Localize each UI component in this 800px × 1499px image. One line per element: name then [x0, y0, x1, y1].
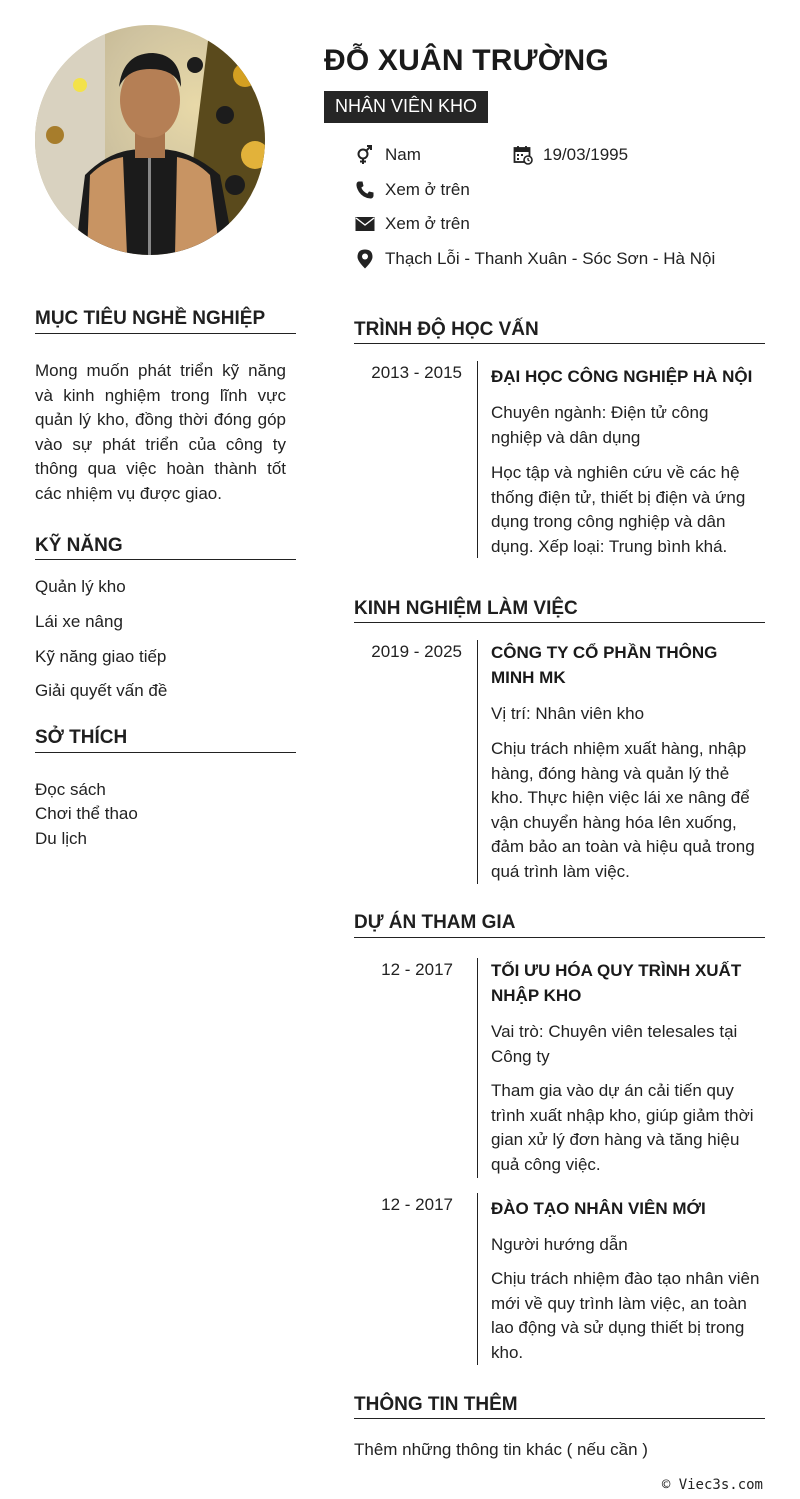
calendar-icon — [512, 144, 534, 166]
project-date: 12 - 2017 — [381, 960, 453, 979]
experience-timeline-bar — [477, 640, 478, 884]
contact-email — [354, 213, 470, 235]
education-major: Chuyên ngành: Điện tử công nghiệp và dân dụng — [491, 403, 709, 447]
candidate-name: ĐỖ XUÂN TRƯỜNG — [324, 44, 609, 77]
position-badge: NHÂN VIÊN KHO — [324, 91, 488, 123]
gender-value: Nam — [385, 145, 421, 164]
extra-divider — [354, 1418, 765, 1419]
extra-text: Thêm những thông tin khác ( nếu cần ) — [354, 1440, 648, 1459]
skill-item: Quản lý kho — [35, 577, 126, 596]
experience-date: 2019 - 2025 — [371, 642, 462, 661]
project-timeline-bar — [477, 1193, 478, 1365]
skill-item: Lái xe nâng — [35, 612, 123, 631]
education-date: 2013 - 2015 — [371, 363, 462, 382]
projects-divider — [354, 937, 765, 938]
education-divider — [354, 343, 765, 344]
project-role: Người hướng dẫn — [491, 1235, 628, 1254]
hobby-item: Chơi thể thao — [35, 804, 138, 823]
hobbies-divider — [35, 752, 296, 753]
experience-heading: KINH NGHIỆM LÀM VIỆC — [354, 598, 578, 619]
email-value: Xem ở trên — [385, 214, 470, 233]
skill-item: Giải quyết vấn đề — [35, 681, 168, 700]
objective-text: Mong muốn phát triển kỹ năng và kinh nghiệm trong lĩnh vực quản lý kho, đồng thời đóng góp vào sự phát triển của công ty thông qua việc hoàn thành tốt các nhiệm vụ được giao. — [35, 361, 286, 503]
skill-item: Kỹ năng giao tiếp — [35, 647, 167, 666]
hobbies-heading: SỞ THÍCH — [35, 727, 128, 748]
project-description: Tham gia vào dự án cải tiến quy trình xuất nhập kho, giúp giảm thời gian xử lý đơn hàng và tăng hiệu quả công việc. — [491, 1081, 754, 1174]
extra-heading: THÔNG TIN THÊM — [354, 1394, 518, 1415]
contact-birthday — [512, 144, 628, 166]
experience-divider — [354, 622, 765, 623]
experience-description: Chịu trách nhiệm xuất hàng, nhập hàng, đóng hàng và quản lý thẻ kho. Thực hiện việc lái xe nâng để vận chuyển hàng hóa lên xuống, đảm bảo an toàn và hiệu quả trong quá trình làm việc. — [491, 739, 755, 881]
address-value: Thạch Lỗi - Thanh Xuân - Sóc Sơn - Hà Nội — [385, 249, 716, 268]
objective-heading: MỤC TIÊU NGHỀ NGHIỆP — [35, 308, 266, 329]
project-date: 12 - 2017 — [381, 1195, 453, 1214]
project-role: Vai trò: Chuyên viên telesales tại Công ty — [491, 1022, 738, 1066]
profile-photo — [35, 25, 265, 255]
hobby-item: Du lịch — [35, 829, 87, 848]
skills-divider — [35, 559, 296, 560]
skills-heading: KỸ NĂNG — [35, 535, 123, 556]
projects-heading: DỰ ÁN THAM GIA — [354, 912, 516, 933]
education-description: Học tập và nghiên cứu về các hệ thống điện tử, thiết bị điện và ứng dụng trong công nghiệp và dân dụng. Xếp loại: Trung bình khá. — [491, 463, 746, 556]
project-name: ĐÀO TẠO NHÂN VIÊN MỚI — [491, 1199, 706, 1218]
contact-phone — [354, 179, 470, 201]
birthday-value: 19/03/1995 — [543, 145, 629, 164]
copyright-footer: © Viec3s.com — [661, 1477, 763, 1493]
contact-address — [354, 248, 715, 270]
project-description: Chịu trách nhiệm đào tạo nhân viên mới về quy trình làm việc, an toàn lao động và sử dụng thiết bị trong kho. — [491, 1269, 760, 1362]
project-timeline-bar — [477, 958, 478, 1178]
experience-role: Vị trí: Nhân viên kho — [491, 704, 645, 723]
education-school: ĐẠI HỌC CÔNG NGHIỆP HÀ NỘI — [491, 367, 753, 386]
phone-icon — [354, 179, 376, 201]
contact-gender — [354, 144, 421, 166]
map-pin-icon — [354, 248, 376, 270]
experience-company: CÔNG TY CỔ PHẦN THÔNG MINH MK — [491, 643, 718, 687]
hobby-item: Đọc sách — [35, 780, 106, 799]
education-timeline-bar — [477, 361, 478, 558]
project-name: TỐI ƯU HÓA QUY TRÌNH XUẤT NHẬP KHO — [491, 961, 742, 1005]
envelope-icon — [354, 213, 376, 235]
gender-icon — [354, 144, 376, 166]
education-heading: TRÌNH ĐỘ HỌC VẤN — [354, 319, 539, 340]
phone-value: Xem ở trên — [385, 180, 470, 199]
objective-divider — [35, 333, 296, 334]
